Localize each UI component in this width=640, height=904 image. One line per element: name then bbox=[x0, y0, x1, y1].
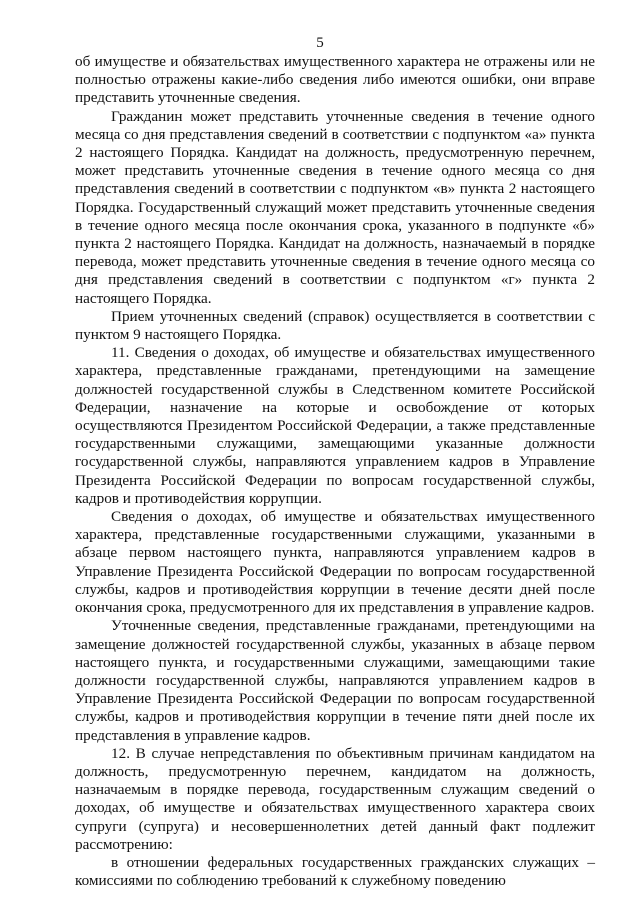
document-body bbox=[75, 53, 595, 890]
paragraph-continuation: об имуществе и обязательствах имущественного характера не отражены или не полностью отражены какие-либо сведения либо имеются ошибки, они вправе представить уточненные сведения. bbox=[75, 53, 595, 107]
paragraph-item-12: 12. В случае непредставления по объективным причинам кандидатом на должность, предусмотренную перечнем, кандидатом на должность, назначаемым в порядке перевода, государственным служащим сведений о доходах, об имуществе и обязательствах имущественного характера своих супруги (супруга) и несовершеннолетних детей данный факт подлежит рассмотрению: bbox=[75, 744, 595, 853]
paragraph-item-12-civil-servants: в отношении федеральных государственных гражданских служащих – комиссиями по соблюдению требований к служебному поведению bbox=[75, 853, 595, 890]
paragraph-acceptance-of-clarified-info: Прием уточненных сведений (справок) осуществляется в соответствии с пунктом 9 настоящего Порядка. bbox=[75, 307, 595, 344]
page-number: 5 bbox=[316, 35, 324, 51]
paragraph-item-11-clarified-info: Уточненные сведения, представленные гражданами, претендующими на замещение должностей государственной службы, указанных в абзаце первом настоящего пункта, и государственными служащими, замещающими такие должности государственной службы, направляются управлением кадров в Управление Президента Российской Федерации по вопросам государственной службы, кадров и противодействия коррупции в течение пяти дней после их представления в управление кадров. bbox=[75, 617, 595, 744]
paragraph-item-11-submission-deadline: Сведения о доходах, об имуществе и обязательствах имущественного характера, представленные государственными служащими, указанными в абзаце первом настоящего пункта, направляются управлением кадров в Управление Президента Российской Федерации по вопросам государственной службы, кадров и противодействия коррупции в течение десяти дней после окончания срока, предусмотренного для их представления в управление кадров. bbox=[75, 508, 595, 617]
paragraph-item-11: 11. Сведения о доходах, об имуществе и обязательствах имущественного характера, представленные гражданами, претендующими на замещение должностей государственной службы в Следственном комитете Российской Федерации, назначение на которые и освобождение от которых осуществляются Президентом Российской Федерации, а также представленные государственными служащими, замещающими указанные должности государственной службы, направляются управлением кадров в Управление Президента Российской Федерации по вопросам государственной службы, кадров и противодействия коррупции. bbox=[75, 344, 595, 507]
paragraph-clarified-info-terms: Гражданин может представить уточненные сведения в течение одного месяца со дня представления сведений в соответствии с подпунктом «а» пункта 2 настоящего Порядка. Кандидат на должность, предусмотренную перечнем, может представить уточненные сведения в течение одного месяца со дня представления сведений в соответствии с подпунктом «в» пункта 2 настоящего Порядка. Государственный служащий может представить уточненные сведения в течение одного месяца после окончания срока, указанного в подпункте «б» пункта 2 настоящего Порядка. Кандидат на должность, назначаемый в порядке перевода, может представить уточненные сведения в течение одного месяца со дня представления сведений в соответствии с подпунктом «г» пункта 2 настоящего Порядка. bbox=[75, 107, 595, 307]
